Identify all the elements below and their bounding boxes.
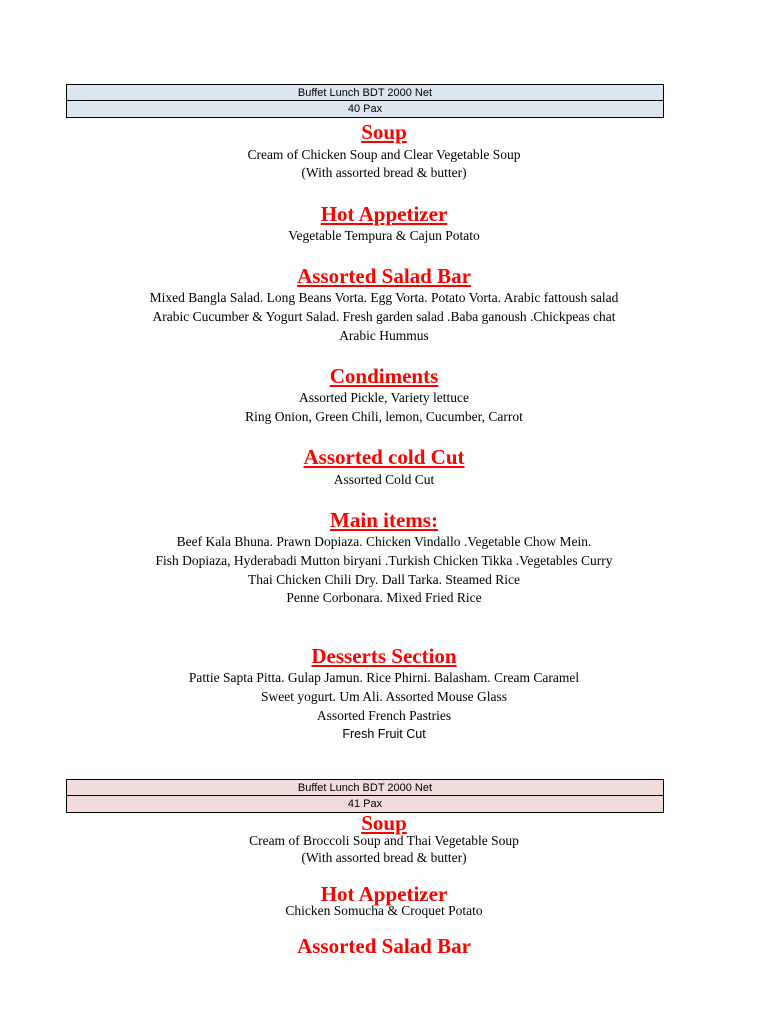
menu1-condiments-heading: Condiments bbox=[329, 364, 439, 388]
menu1-condiments-line-2: Ring Onion, Green Chili, lemon, Cucumber, Carrot bbox=[245, 409, 523, 424]
menu1-cold-cut-heading: Assorted cold Cut bbox=[303, 445, 465, 469]
menu2-hot-appetizer-heading: Hot Appetizer bbox=[320, 882, 448, 906]
menu2-hot-appetizer-line-1: Chicken Somucha & Croquet Potato bbox=[285, 903, 483, 918]
menu2-banner bbox=[66, 779, 664, 813]
menu1-hot-appetizer-line-1: Vegetable Tempura & Cajun Potato bbox=[288, 228, 480, 243]
menu1-desserts-heading: Desserts Section bbox=[311, 644, 457, 668]
menu1-desserts-line-2: Sweet yogurt. Um Ali. Assorted Mouse Glass bbox=[261, 689, 507, 704]
menu1-salad-bar-line-1: Mixed Bangla Salad. Long Beans Vorta. Egg Vorta. Potato Vorta. Arabic fattoush salad bbox=[149, 290, 619, 305]
menu1-main-items-line-4: Penne Corbonara. Mixed Fried Rice bbox=[286, 590, 482, 605]
menu1-cold-cut-line-1: Assorted Cold Cut bbox=[333, 472, 435, 487]
menu1-salad-bar-heading: Assorted Salad Bar bbox=[297, 264, 471, 288]
menu1-main-items-heading: Main items: bbox=[330, 508, 438, 532]
menu1-condiments-line-1: Assorted Pickle, Variety lettuce bbox=[299, 390, 469, 405]
menu1-soup-line-1: Cream of Chicken Soup and Clear Vegetable Soup bbox=[247, 147, 521, 162]
menu2-banner-price: Buffet Lunch BDT 2000 Net bbox=[66, 779, 664, 796]
menu1-banner bbox=[66, 84, 664, 118]
menu1-main-items-line-3: Thai Chicken Chili Dry. Dall Tarka. Steamed Rice bbox=[248, 572, 520, 587]
menu1-hot-appetizer-heading: Hot Appetizer bbox=[320, 202, 448, 226]
menu1-salad-bar-line-2: Arabic Cucumber & Yogurt Salad. Fresh garden salad .Baba ganoush .Chickpeas chat bbox=[152, 309, 616, 324]
menu1-desserts-line-4: Fresh Fruit Cut bbox=[342, 727, 426, 741]
menu1-main-items-line-1: Beef Kala Bhuna. Prawn Dopiaza. Chicken Vindallo .Vegetable Chow Mein. bbox=[176, 534, 592, 549]
menu1-banner-pax: 40 Pax bbox=[66, 101, 664, 118]
menu1-desserts-line-3: Assorted French Pastries bbox=[316, 708, 452, 723]
menu2-soup-heading: Soup bbox=[361, 811, 407, 835]
menu1-banner-price: Buffet Lunch BDT 2000 Net bbox=[66, 84, 664, 101]
menu1-soup-heading: Soup bbox=[361, 120, 407, 144]
menu1-desserts-line-1: Pattie Sapta Pitta. Gulap Jamun. Rice Phirni. Balasham. Cream Caramel bbox=[188, 670, 580, 685]
menu2-soup-line-1: Cream of Broccoli Soup and Thai Vegetable Soup bbox=[249, 833, 519, 848]
menu1-main-items-line-2: Fish Dopiaza, Hyderabadi Mutton biryani .Turkish Chicken Tikka .Vegetables Curry bbox=[155, 553, 613, 568]
menu2-soup-line-2: (With assorted bread & butter) bbox=[301, 850, 467, 865]
menu1-soup-line-2: (With assorted bread & butter) bbox=[301, 165, 467, 180]
menu2-salad-bar-heading: Assorted Salad Bar bbox=[297, 934, 471, 958]
menu1-salad-bar-line-3: Arabic Hummus bbox=[339, 328, 429, 343]
menu2-banner-pax: 41 Pax bbox=[66, 796, 664, 813]
